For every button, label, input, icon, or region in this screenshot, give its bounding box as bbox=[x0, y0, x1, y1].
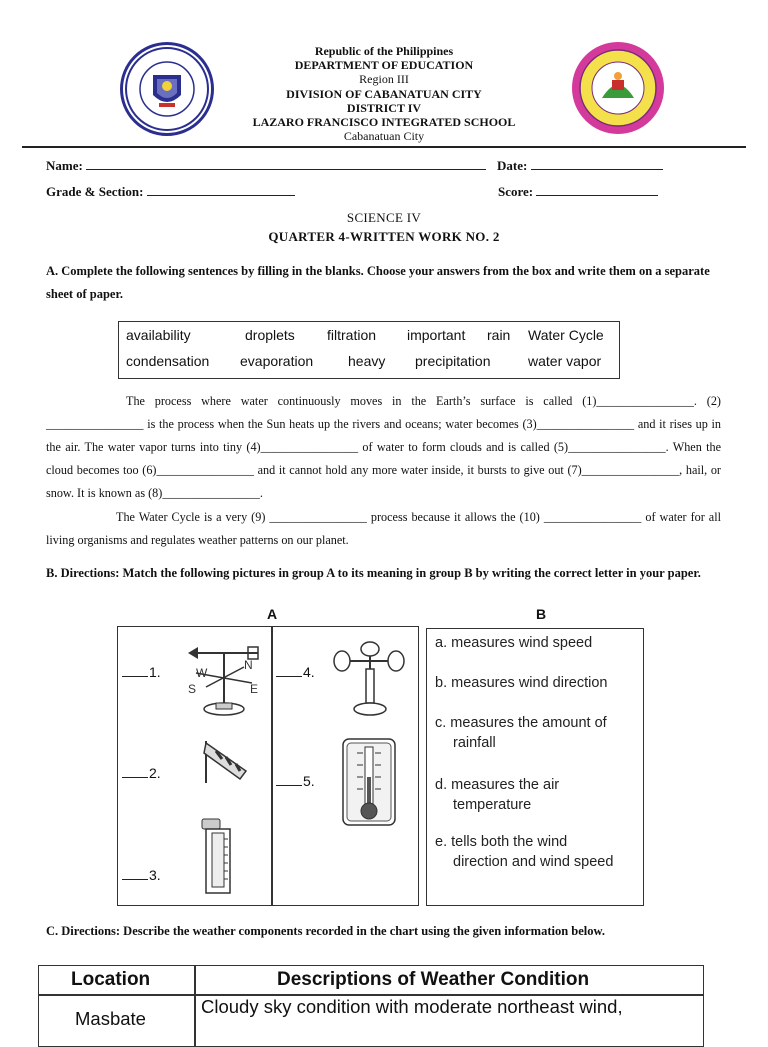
windsock-icon bbox=[198, 737, 258, 785]
row1-location: Masbate bbox=[75, 1008, 146, 1029]
number-1[interactable]: 1. bbox=[122, 664, 161, 680]
word-bank-item: evaporation bbox=[240, 353, 314, 369]
weather-table bbox=[38, 965, 704, 1047]
header-division: DIVISION OF CABANATUAN CITY bbox=[286, 86, 482, 101]
answer-blank-4[interactable] bbox=[276, 664, 302, 677]
word-bank-item: Water Cycle bbox=[528, 327, 604, 343]
group-b-box bbox=[426, 628, 644, 906]
word-bank-item: filtration bbox=[327, 327, 377, 343]
location-header: Location bbox=[71, 969, 151, 990]
vane-w-label: W bbox=[196, 666, 208, 680]
grade-section-field[interactable] bbox=[46, 183, 295, 200]
section-a-directions: A. Complete the following sentences by filling in the blanks. Choose your answers from the box and write them on a separate sheet of paper. bbox=[46, 264, 710, 301]
score-label: Score: bbox=[498, 184, 534, 199]
description-header: Descriptions of Weather Condition bbox=[277, 969, 590, 990]
group-a-header: A bbox=[267, 606, 278, 622]
school-seal bbox=[572, 42, 664, 134]
meaning-c: c. measures the amount of rainfall bbox=[435, 715, 607, 751]
vane-n-label: N bbox=[244, 658, 253, 672]
grade-section-label: Grade & Section: bbox=[46, 184, 144, 199]
school-header bbox=[200, 44, 568, 143]
header-republic: Republic of the Philippines bbox=[314, 44, 454, 58]
meaning-b: b. measures wind direction bbox=[435, 675, 608, 691]
deped-seal-graphic bbox=[123, 45, 211, 133]
meaning-e: e. tells both the wind direction and wind speed bbox=[435, 834, 614, 870]
header-department: DEPARTMENT OF EDUCATION bbox=[294, 58, 474, 73]
paragraph-importance: The Water Cycle is a very (9) ________________ process because it allows the (10) ________________ of water for all living organisms and regulates weather patterns on our planet. bbox=[46, 510, 721, 547]
meaning-d: d. measures the air temperature bbox=[435, 777, 560, 813]
number-5[interactable]: 5. bbox=[276, 773, 315, 789]
name-field[interactable] bbox=[46, 157, 486, 174]
number-3[interactable]: 3. bbox=[122, 867, 161, 883]
word-bank-item: availability bbox=[126, 327, 191, 343]
work-title: QUARTER 4-WRITTEN WORK NO. 2 bbox=[268, 229, 500, 244]
word-bank-item: water vapor bbox=[528, 353, 602, 369]
table-column-divider bbox=[194, 966, 196, 1046]
section-c-directions: C. Directions: Describe the weather components recorded in the chart using the given information below. bbox=[46, 924, 605, 938]
header-region: Region III bbox=[359, 72, 409, 87]
date-label: Date: bbox=[497, 158, 528, 173]
anemometer-icon bbox=[330, 639, 410, 719]
school-seal-graphic bbox=[572, 42, 664, 134]
row1-description: Cloudy sky condition with moderate northeast wind, bbox=[201, 996, 623, 1017]
section-a-paragraphs bbox=[46, 390, 721, 552]
section-b-directions: B. Directions: Match the following pictures in group A to its meaning in group B by writing the correct letter in your paper. bbox=[46, 566, 701, 580]
header-city: Cabanatuan City bbox=[343, 129, 425, 144]
group-a-divider bbox=[271, 627, 273, 905]
score-blank[interactable] bbox=[536, 183, 658, 196]
paragraph-water-cycle: The process where water continuously moves in the Earth’s surface is called (1)________________. (2) ________________ is the process when the Sun heats up the rivers and oceans; water becomes (3)________________ and it rises up in the air. The water vapor turns into tiny (4)________________ of water to form clouds and is called (5)________________. When the cloud becomes too (6)________________ and it cannot hold any more water inside, it bursts to give out (7)________________, hail, or snow. It is known as (8)________________. bbox=[46, 394, 721, 500]
header-school: LAZARO FRANCISCO INTEGRATED SCHOOL bbox=[252, 115, 516, 130]
number-4[interactable]: 4. bbox=[276, 664, 315, 680]
date-blank[interactable] bbox=[531, 157, 663, 170]
word-bank-item: important bbox=[407, 327, 466, 343]
group-a-box bbox=[117, 626, 419, 906]
wind-vane-icon bbox=[182, 639, 266, 721]
name-label: Name: bbox=[46, 158, 83, 173]
date-field[interactable] bbox=[497, 157, 663, 174]
answer-blank-2[interactable] bbox=[122, 765, 148, 778]
number-2[interactable]: 2. bbox=[122, 765, 161, 781]
answer-blank-5[interactable] bbox=[276, 773, 302, 786]
name-blank[interactable] bbox=[86, 157, 486, 170]
score-field[interactable] bbox=[498, 183, 658, 200]
word-bank-item: rain bbox=[487, 327, 511, 343]
word-bank-item: heavy bbox=[348, 353, 386, 369]
group-b-header: B bbox=[536, 606, 547, 622]
grade-section-blank[interactable] bbox=[147, 183, 295, 196]
word-bank-item: condensation bbox=[126, 353, 210, 369]
word-bank-item: precipitation bbox=[415, 353, 491, 369]
subject-title: SCIENCE IV bbox=[346, 210, 422, 225]
vane-s-label: S bbox=[188, 682, 197, 696]
word-bank bbox=[118, 321, 620, 379]
answer-blank-3[interactable] bbox=[122, 867, 148, 880]
rain-gauge-icon bbox=[198, 815, 242, 897]
answer-blank-1[interactable] bbox=[122, 664, 148, 677]
header-rule bbox=[22, 146, 746, 148]
vane-e-label: E bbox=[250, 682, 259, 696]
word-bank-item: droplets bbox=[245, 327, 295, 343]
meaning-a: a. measures wind speed bbox=[435, 635, 593, 651]
header-district: DISTRICT IV bbox=[346, 100, 422, 115]
thermometer-icon bbox=[341, 737, 397, 827]
